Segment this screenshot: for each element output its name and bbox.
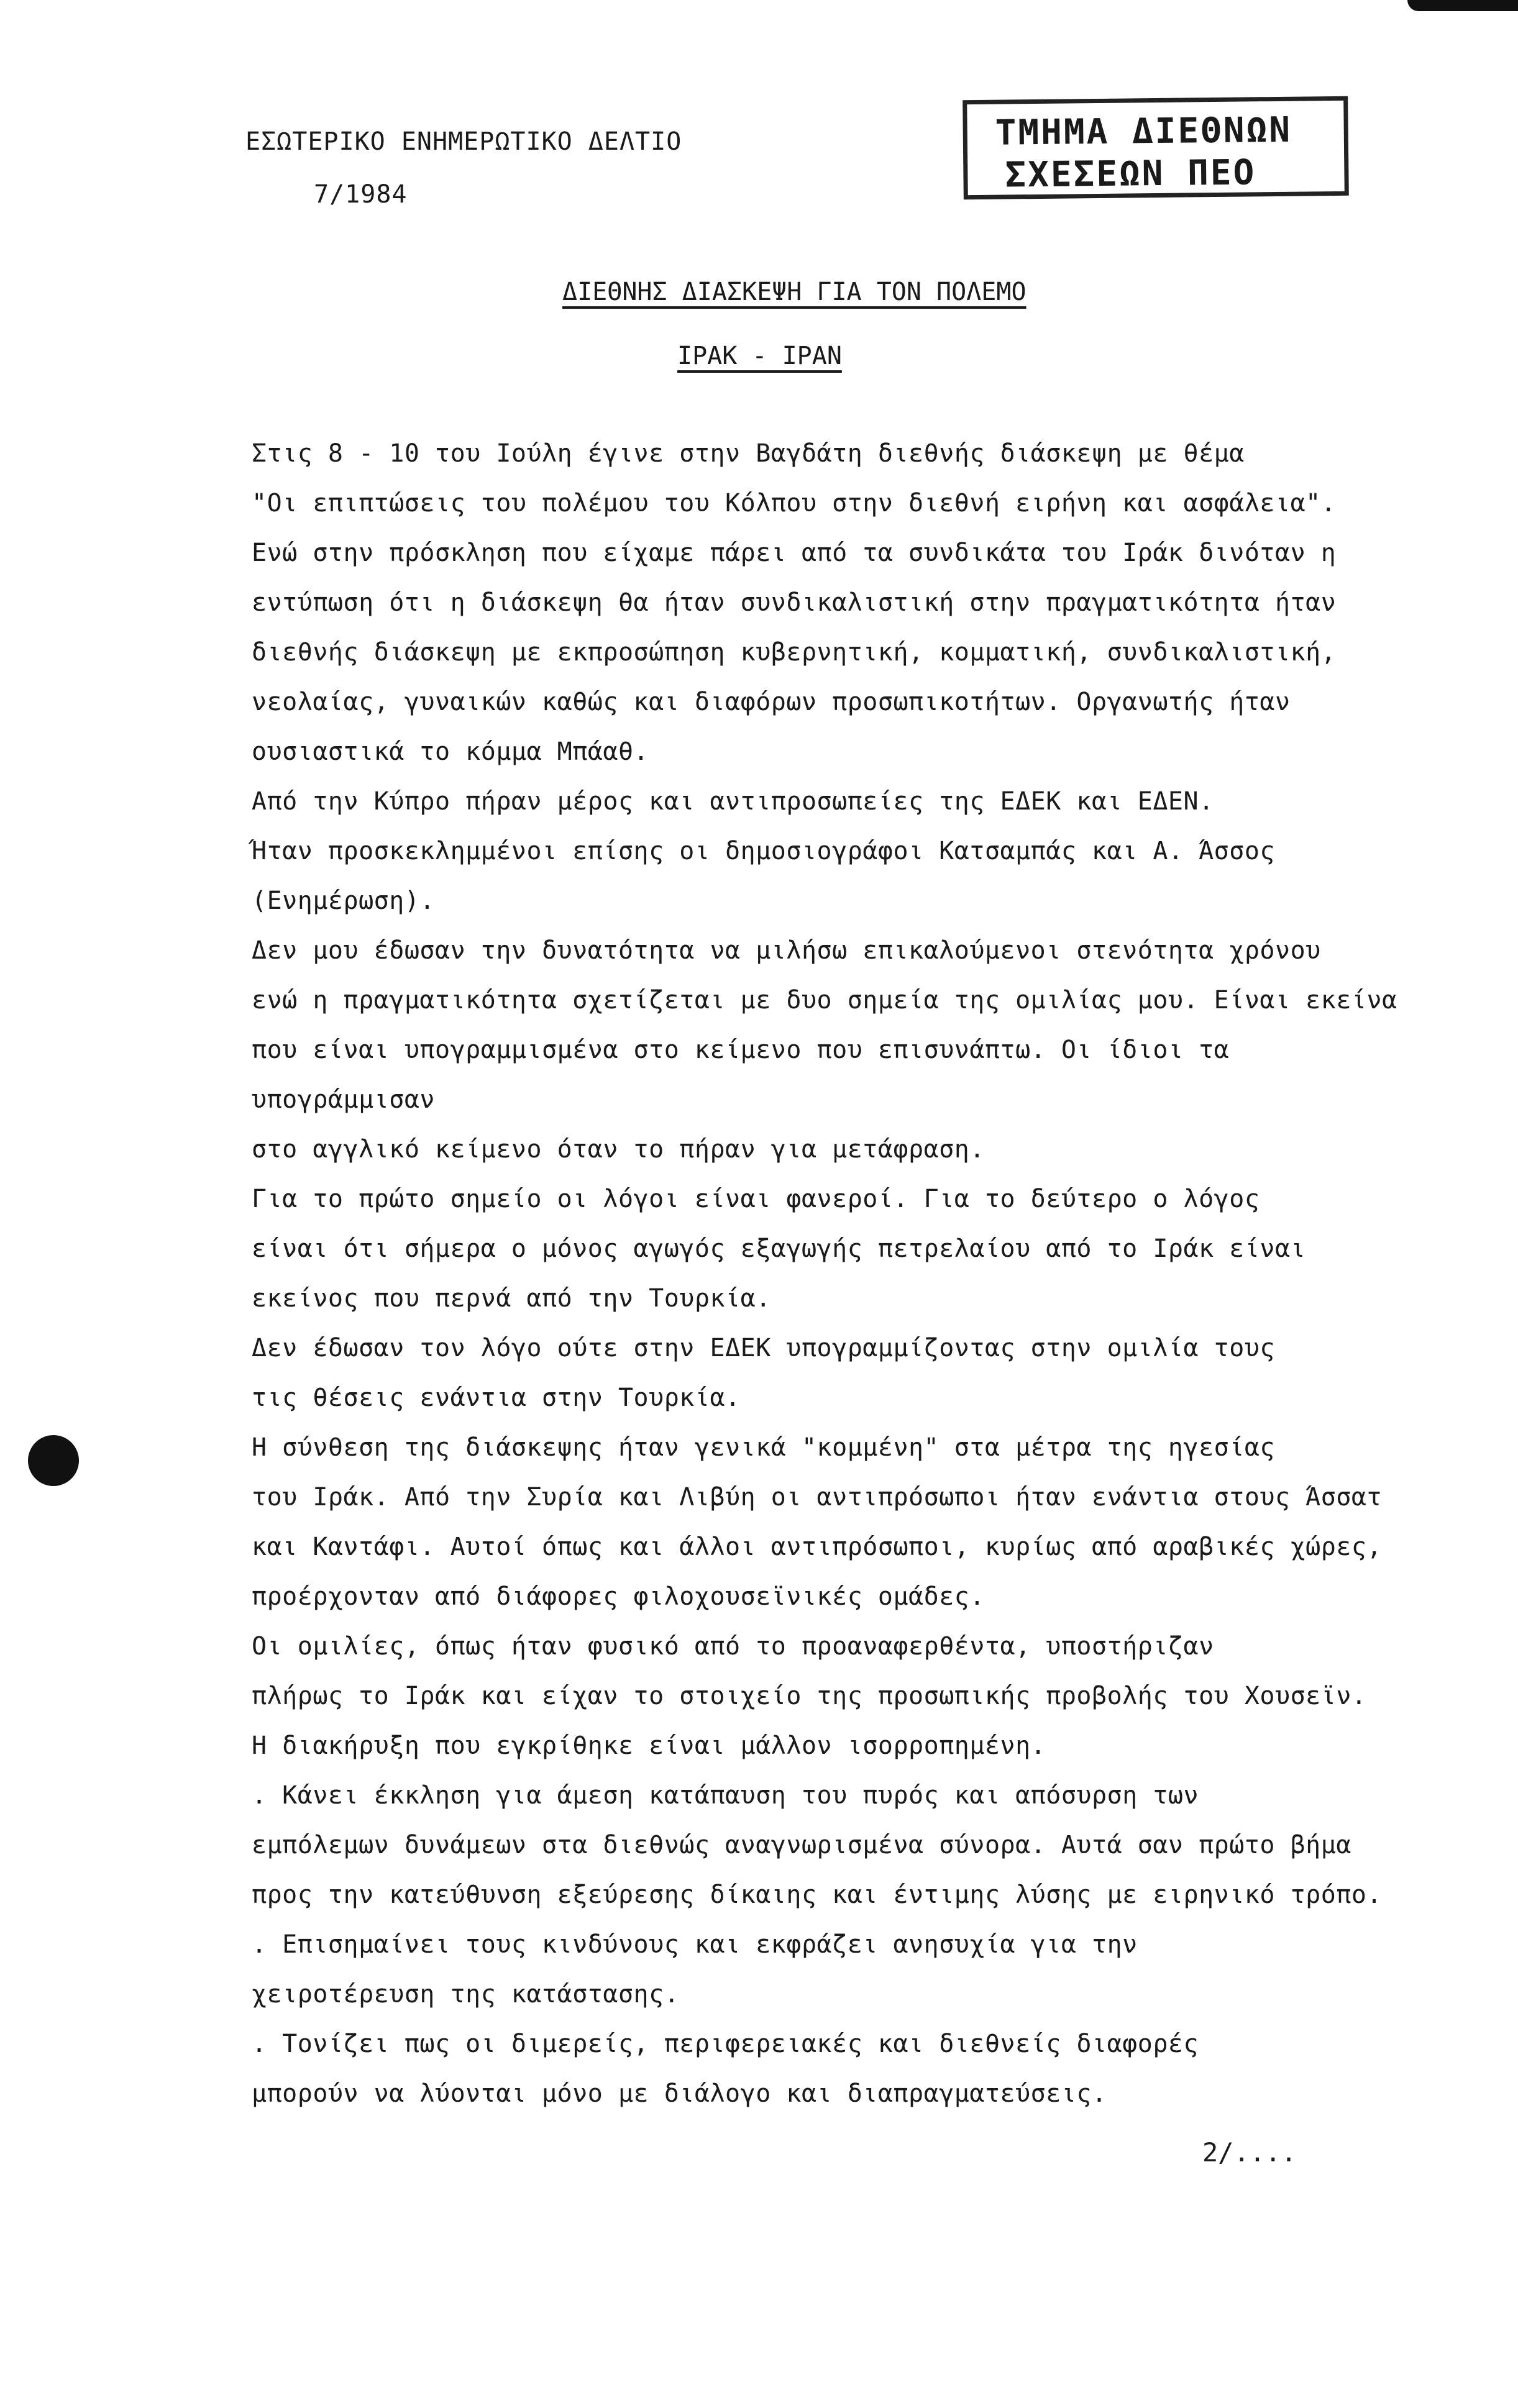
punch-hole-mark [28,1435,79,1486]
paragraph: . Επισημαίνει τους κινδύνους και εκφράζει ανησυχία για την χειροτέρευση της κατάστασης. [252,1930,1138,2009]
paragraph: Για το πρώτο σημείο οι λόγοι είναι φανεροί. Για το δεύτερο ο λόγος είναι ότι σήμερα ο μόνος αγωγός εξαγωγής πετρελαίου από το Ιράκ είναι εκείνος που περνά από την Τουρκία. [252,1185,1306,1313]
department-stamp [962,96,1349,199]
paragraph: Η διακήρυξη που εγκρίθηκε είναι μάλλον ισορροπημένη. [252,1731,1046,1760]
bulletin-title: ΕΣΩΤΕΡΙΚΟ ΕΝΗΜΕΡΩΤΙΚΟ ΔΕΛΤΙΟ [245,127,682,156]
document-subtitle: ΙΡΑΚ - ΙΡΑΝ [677,342,842,370]
body-text [252,429,1420,2118]
paragraph: Δεν μου έδωσαν την δυνατότητα να μιλήσω επικαλούμενοι στενότητα χρόνου ενώ η πραγματικότητα σχετίζεται με δυο σημεία της ομιλίας μου. Είναι εκείνα που είναι υπογραμμισμένα στο κείμενο που επισυνάπτω. Οι ίδιοι τα υπογράμμισαν στο αγγλικό κείμενο όταν το πήραν για μετάφραση. [252,936,1397,1164]
bulletin-number: 7/1984 [314,180,408,209]
paragraph: Στις 8 - 10 του Ιούλη έγινε στην Βαγδάτη διεθνής διάσκεψη με θέμα "Οι επιπτώσεις του πολέμου του Κόλπου στην διεθνή ειρήνη και ασφάλεια". Ενώ στην πρόσκληση που είχαμε πάρει από τα συνδικάτα του Ιράκ δινόταν η εντύπωση ότι η διάσκεψη θα ήταν συνδικαλιστική στην πραγματικότητα ήταν διεθνής διάσκεψη με εκπροσώπηση κυβερνητική, κομματική, συνδικαλιστική, νεολαίας, γυναικών καθώς και διαφόρων προσωπικοτήτων. Οργανωτής ήταν ουσιαστικά το κόμμα Μπάαθ. [252,439,1337,766]
paragraph: . Κάνει έκκληση για άμεση κατάπαυση του πυρός και απόσυρση των εμπόλεμων δυνάμεων στα διεθνώς αναγνωρισμένα σύνορα. Αυτά σαν πρώτο βήμα προς την κατεύθυνση εξεύρεσης δίκαιης και έντιμης λύσης με ειρηνικό τρόπο. [252,1781,1383,1909]
page-continuation: 2/.... [1202,2137,1297,2168]
stamp-line-1: ΤΜΗΜΑ ΔΙΕΘΝΩΝ [995,109,1292,153]
corner-ink-mark [1407,0,1518,11]
paragraph: . Τονίζει πως οι διμερείς, περιφερειακές και διεθνείς διαφορές μπορούν να λύονται μόνο με διάλογο και διαπραγματεύσεις. [252,2030,1199,2108]
paragraph: Η σύνθεση της διάσκεψης ήταν γενικά "κομμένη" στα μέτρα της ηγεσίας του Ιράκ. Από την Συρία και Λιβύη οι αντιπρόσωποι ήταν ενάντια στους Άσσατ και Καντάφι. Αυτοί όπως και άλλοι αντιπρόσωποι, κυρίως από αραβικές χώρες, προέρχονταν από διάφορες φιλοχουσεϊνικές ομάδες. [252,1433,1383,1611]
paragraph: Οι ομιλίες, όπως ήταν φυσικό από το προαναφερθέντα, υποστήριζαν πλήρως το Ιράκ και είχαν το στοιχείο της προσωπικής προβολής του Χουσεϊν. [252,1632,1367,1710]
paragraph: Από την Κύπρο πήραν μέρος και αντιπροσωπείες της ΕΔΕΚ και ΕΔΕΝ. Ήταν προσκεκλημμένοι επίσης οι δημοσιογράφοι Κατσαμπάς και Α. Άσσος (Ενημέρωση). [252,787,1275,915]
document-title: ΔΙΕΘΝΗΣ ΔΙΑΣΚΕΨΗ ΓΙΑ ΤΟΝ ΠΟΛΕΜΟ [562,278,1026,306]
stamp-line-2: ΣΧΕΣΕΩΝ ΠΕΟ [1005,152,1256,196]
paragraph: Δεν έδωσαν τον λόγο ούτε στην ΕΔΕΚ υπογραμμίζοντας στην ομιλία τους τις θέσεις ενάντια στην Τουρκία. [252,1334,1275,1412]
